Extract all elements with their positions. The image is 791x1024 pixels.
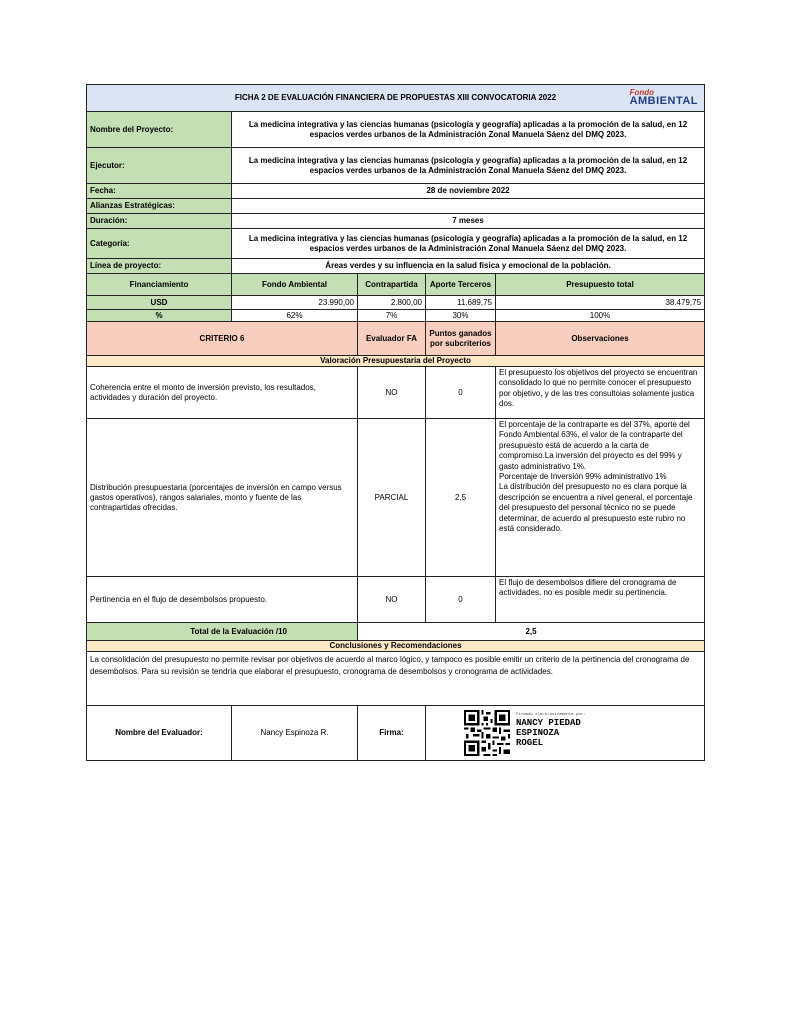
alianzas-value bbox=[232, 199, 705, 214]
signer-line-2: ESPINOZA bbox=[516, 728, 560, 738]
total-value: 2,5 bbox=[358, 623, 705, 641]
financing-header-row bbox=[87, 274, 705, 296]
firma-label: Firma: bbox=[358, 706, 426, 761]
row-categoria bbox=[87, 229, 705, 259]
logo-line-2: AMBIENTAL bbox=[629, 95, 699, 107]
evaluation-table bbox=[86, 84, 705, 761]
usd-total: 38.479,75 bbox=[496, 296, 705, 310]
row-fecha bbox=[87, 184, 705, 199]
criterion-3-obs: El flujo de desembolsos difiere del cronograma de actividades, no es posible medir su pertinencia. bbox=[496, 577, 705, 623]
usd-fondo: 23.990,00 bbox=[232, 296, 358, 310]
logo-line-1: Fondo bbox=[629, 88, 654, 97]
title-row bbox=[87, 85, 705, 112]
total-label: Total de la Evaluación /10 bbox=[87, 623, 358, 641]
fin-header-3: Aporte Terceros bbox=[426, 274, 496, 296]
conclusiones-row bbox=[87, 652, 705, 706]
nombre-label: Nombre del Proyecto: bbox=[87, 112, 232, 148]
page-title-cell bbox=[87, 85, 705, 112]
criterio-header: CRITERIO 6 bbox=[87, 322, 358, 356]
page-title: FICHA 2 DE EVALUACIÓN FINANCIERA DE PROPUESTAS XIII CONVOCATORIA 2022 bbox=[234, 93, 557, 102]
puntos-header: Puntos ganados por subcriterios bbox=[426, 322, 496, 356]
pct-total: 100% bbox=[496, 310, 705, 322]
signature-row bbox=[87, 706, 705, 761]
criterion-1-points: 0 bbox=[426, 367, 496, 419]
criterion-row-2 bbox=[87, 419, 705, 577]
criterion-1-obs: El presupuesto los objetivos del proyecto se encuentran consolidado lo que no permite conocer el presupuesto por objetivo, y de las tres consultoias solamente justica dos. bbox=[496, 367, 705, 419]
pct-contrapartida: 7% bbox=[358, 310, 426, 322]
criterion-3-eval: NO bbox=[358, 577, 426, 623]
evaluation-sheet bbox=[86, 84, 704, 761]
usd-terceros: 11.689,75 bbox=[426, 296, 496, 310]
pct-terceros: 30% bbox=[426, 310, 496, 322]
valoracion-section-row bbox=[87, 356, 705, 367]
linea-value: Áreas verdes y su influencia en la salud física y emocional de la población. bbox=[232, 259, 705, 274]
nombre-value: La medicina integrativa y las ciencias humanas (psicología y geografía) aplicadas a la promoción de la salud, en 12 espacios verdes urbanos de la Administración Zonal Manuela Sáenz del DMQ 2023. bbox=[232, 112, 705, 148]
observaciones-header: Observaciones bbox=[496, 322, 705, 356]
usd-label: USD bbox=[87, 296, 232, 310]
conclusiones-section-row bbox=[87, 641, 705, 652]
signer-line-3: ROGEL bbox=[516, 738, 544, 748]
evaluador-header: Evaluador FA bbox=[358, 322, 426, 356]
criterion-row-3 bbox=[87, 577, 705, 623]
criterion-1-text: Coherencia entre el monto de inversión previsto, los resultados, actividades y duración del proyecto. bbox=[87, 367, 358, 419]
conclusiones-section-title: Conclusiones y Recomendaciones bbox=[87, 641, 705, 652]
usd-contrapartida: 2.800,00 bbox=[358, 296, 426, 310]
valoracion-section-title: Valoración Presupuestaria del Proyecto bbox=[87, 356, 705, 367]
fin-header-2: Contrapartida bbox=[358, 274, 426, 296]
fecha-label: Fecha: bbox=[87, 184, 232, 199]
duracion-value: 7 meses bbox=[232, 214, 705, 229]
pct-label: % bbox=[87, 310, 232, 322]
fondo-ambiental-logo bbox=[630, 88, 698, 106]
criteria-header-row bbox=[87, 322, 705, 356]
alianzas-label: Alianzas Estratégicas: bbox=[87, 199, 232, 214]
signed-caption: Firmado electrónicamente por: bbox=[516, 713, 586, 717]
row-alianzas bbox=[87, 199, 705, 214]
categoria-label: Categoría: bbox=[87, 229, 232, 259]
row-linea bbox=[87, 259, 705, 274]
conclusiones-text: La consolidación del presupuesto no permite revisar por objetivos de acuerdo al marco lógico, y tampoco es posible emitir un criterio de la pertinencia del cronograma de desembolsos. Para su revisión se tendría que elaborar el presupuesto, cronograma de desembolsos y cronograma de actividades. bbox=[87, 652, 705, 706]
fin-header-1: Fondo Ambiental bbox=[232, 274, 358, 296]
row-nombre bbox=[87, 112, 705, 148]
pct-fondo: 62% bbox=[232, 310, 358, 322]
categoria-value: La medicina integrativa y las ciencias humanas (psicología y geografía) aplicadas a la promoción de la salud, en 12 espacios verdes urbanos de la Administración Zonal Manuela Sáenz del DMQ 2023. bbox=[232, 229, 705, 259]
criterion-row-1 bbox=[87, 367, 705, 419]
signature-cell bbox=[426, 706, 705, 761]
ejecutor-label: Ejecutor: bbox=[87, 148, 232, 184]
linea-label: Línea de proyecto: bbox=[87, 259, 232, 274]
financing-pct-row bbox=[87, 310, 705, 322]
criterion-2-obs: El porcentaje de la contraparte es del 37%, aporte del Fondo Ambiental 63%, el valor de la contraparte del presupuesto está de acuerdo a la carta de compromiso.La inversión del proyecto es del 99% y gasto administrativo 1%. Porcentaje de Inversión 99% administrativo 1% La distribución del presupuesto no es clara porque la descripción se encuentra a nivel general, el porcentaje del presupuesto del personal técnico no se puede determinar, de acuerdo al presupuesto este rubro no está considerado. bbox=[496, 419, 705, 577]
criterion-1-eval: NO bbox=[358, 367, 426, 419]
fin-header-4: Presupuesto total bbox=[496, 274, 705, 296]
electronic-signature bbox=[516, 712, 586, 748]
criterion-3-points: 0 bbox=[426, 577, 496, 623]
qr-code-icon bbox=[464, 710, 510, 756]
fin-header-0: Financiamiento bbox=[87, 274, 232, 296]
total-row bbox=[87, 623, 705, 641]
criterion-2-points: 2,5 bbox=[426, 419, 496, 577]
evaluador-name: Nancy Espinoza R. bbox=[232, 706, 358, 761]
row-ejecutor bbox=[87, 148, 705, 184]
signer-line-1: NANCY PIEDAD bbox=[516, 718, 581, 728]
criterion-2-eval: PARCIAL bbox=[358, 419, 426, 577]
row-duracion bbox=[87, 214, 705, 229]
duracion-label: Duración: bbox=[87, 214, 232, 229]
criterion-2-text: Distribución presupuestaria (porcentajes de inversión en campo versus gastos operativos), rangos salariales, monto y fuente de las contrapartidas ofrecidas. bbox=[87, 419, 358, 577]
fecha-value: 28 de noviembre 2022 bbox=[232, 184, 705, 199]
financing-usd-row bbox=[87, 296, 705, 310]
criterion-3-text: Pertinencia en el flujo de desembolsos propuesto. bbox=[87, 577, 358, 623]
evaluador-label: Nombre del Evaluador: bbox=[87, 706, 232, 761]
ejecutor-value: La medicina integrativa y las ciencias humanas (psicología y geografía) aplicadas a la promoción de la salud, en 12 espacios verdes urbanos de la Administración Zonal Manuela Sáenz del DMQ 2023. bbox=[232, 148, 705, 184]
